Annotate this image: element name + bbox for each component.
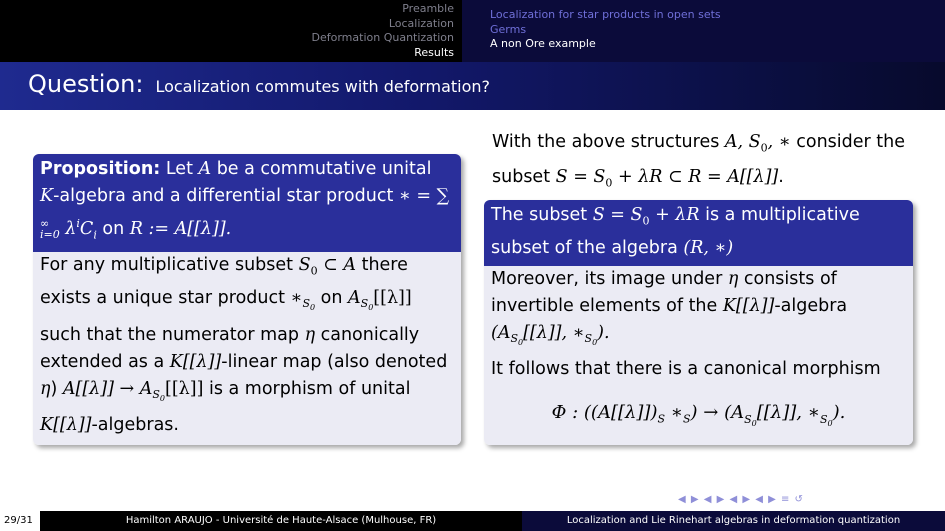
nav-subsection-non-ore[interactable]: A non Ore example [490,37,596,50]
math-subscript-S: S [584,332,593,345]
text-span: on [96,218,130,239]
text-span: there exists a unique star product [40,255,408,308]
math-S-def: S = S [592,205,643,225]
math-subscript-0: 0 [592,338,598,348]
footer [0,511,945,531]
nav-section-preamble[interactable]: Preamble [402,2,454,15]
text-span: -algebra and a differential star product [53,186,399,206]
text-span: such that the numerator map [40,324,305,345]
claim-head [484,200,913,266]
canonical-morphism-formula [491,399,906,437]
text-span: ) [50,378,63,399]
math-S: S [298,255,311,276]
math-K-lambda: K[[λ]] [722,295,775,316]
text-span: canonically extended as a [40,324,420,372]
math-subscript-0: 0 [159,394,165,404]
claim-conclusion: It follows that there is a canonical morphism [491,359,881,380]
math-subscript-S: S [152,388,160,402]
text-span: The subset [491,205,593,225]
math-algebra-mid: [[λ]], ∗ [523,322,585,343]
math-subscript-0: 0 [368,303,374,313]
text-span: -algebras. [91,415,179,436]
math-subscript [820,413,833,426]
math-eta: η [727,268,739,289]
text-span: consider the subset [492,132,906,187]
math-K-lambda: K[[λ]] [169,351,222,372]
math-structures: A, S [724,132,761,152]
text-span: For any multiplicative subset [40,255,299,276]
math-exponent: i [76,217,80,230]
text-span: is a morphism of unital [203,378,411,399]
text-span: on [315,287,349,308]
math-subset-def-rest: + λR ⊂ R = A[[λ]] [612,166,779,187]
sum-upper: ∞ [40,216,50,230]
text-span: Moreover, its image under [491,268,728,289]
proposition-label: Proposition: [40,159,161,179]
math-K: K [40,186,54,206]
math-subscript: 0 [605,176,613,189]
math-subscript-S: S [744,412,752,426]
math-subscript [744,413,757,426]
math-subscript-0: 0 [827,418,833,428]
math-subscript [302,297,316,313]
math-map: A[[λ]] → A [62,378,153,399]
frame-title-main: Question: [28,70,144,98]
sum-limits [40,218,60,240]
math-subscript [360,297,374,313]
math-subscript [584,332,598,348]
math-subscript [152,388,165,404]
math-star: ∗ [290,287,303,308]
formula-close: ). [832,402,846,424]
math-eta: η [40,378,51,399]
frame-title-subtitle: Localization commutes with deformation? [155,77,491,96]
math-subscript-S: S [819,412,828,426]
math-subscript-S: S [360,297,369,311]
math-R-def: R := A[[λ]]. [129,218,232,239]
frame-title [0,62,945,110]
claim-body [484,266,913,445]
math-subscript: S [657,412,666,426]
subsection-nav [462,0,945,62]
nav-subsection-germs[interactable]: Germs [490,22,527,36]
math-lambda: λ [59,218,77,239]
intro-text [492,128,917,197]
text-span: be a commutative unital [211,159,432,179]
math-subscript-S: S [302,297,310,311]
proposition-block [33,154,461,445]
formula-star: ∗ [665,402,683,424]
math-C: C [79,218,94,239]
math-subscript: S [683,412,691,426]
formula-left: Φ : ((A[[λ]]) [551,402,658,424]
claim-block [484,200,913,445]
nav-section-results[interactable]: Results [414,45,454,59]
math-algebra-open: (A [491,322,511,343]
math-subset-def: S = S [555,166,606,187]
math-lambda-series: [[λ]] [165,378,204,399]
math-K-lambda: K[[λ]] [40,415,92,436]
page-number: 29/31 [0,511,40,531]
math-subset-A: ⊂ A [317,255,357,276]
math-subscript: 0 [310,264,318,278]
math-subscript-0: 0 [518,338,524,348]
math-lambda-series: [[λ]] [373,287,412,308]
math-A: A [198,159,212,179]
text-span: is a multiplicative subset of the algebra [491,205,860,258]
formula-arrow: ) → (A [690,402,745,424]
nav-subsection-localization-open-sets[interactable]: Localization for star products in open sets [490,8,721,21]
text-span: Let [160,159,199,179]
math-star: , ∗ [767,132,791,152]
text-span: consists of invertible elements of the [491,268,837,316]
math-subscript: 0 [642,214,650,228]
footer-title: Localization and Lie Rinehart algebras in deformation quantization [522,511,945,531]
math-subscript [510,332,524,348]
text-span: . [778,166,784,187]
text-span: -algebra [774,295,848,316]
claim-paragraph [491,266,906,357]
math-star-sum: ∗ = ∑ [398,186,450,206]
nav-section-deformation[interactable]: Deformation Quantization [311,31,454,44]
sum-lower: i=0 [40,227,60,241]
text-span: -linear map (also denoted [221,351,448,372]
section-nav [0,0,462,62]
math-subscript: 0 [760,141,768,155]
math-eta: η [304,324,316,345]
nav-section-localization[interactable]: Localization [388,16,454,30]
beamer-navigation-symbols[interactable]: ◀ ▶ ◀ ▶ ◀ ▶ ◀ ▶ ≡ ↺ [678,494,804,505]
proposition-head [33,154,461,252]
header-navigation [0,0,945,62]
math-algebra-close: ). [597,322,610,343]
footer-author: Hamilton ARAUJO - Université de Haute-Alsace (Mulhouse, FR) [40,511,522,531]
formula-target: [[λ]], ∗ [756,402,820,424]
math-subscript-0: 0 [751,418,757,428]
proposition-body [33,252,461,445]
math-A: A [348,287,361,308]
math-subscript-S: S [510,332,519,345]
math-S-def-rest: + λR [649,205,700,225]
math-algebra: (R, ∗) [683,237,734,258]
math-subscript-0: 0 [309,303,316,313]
text-span: With the above structures [492,132,725,152]
math-subscript: i [93,228,97,242]
